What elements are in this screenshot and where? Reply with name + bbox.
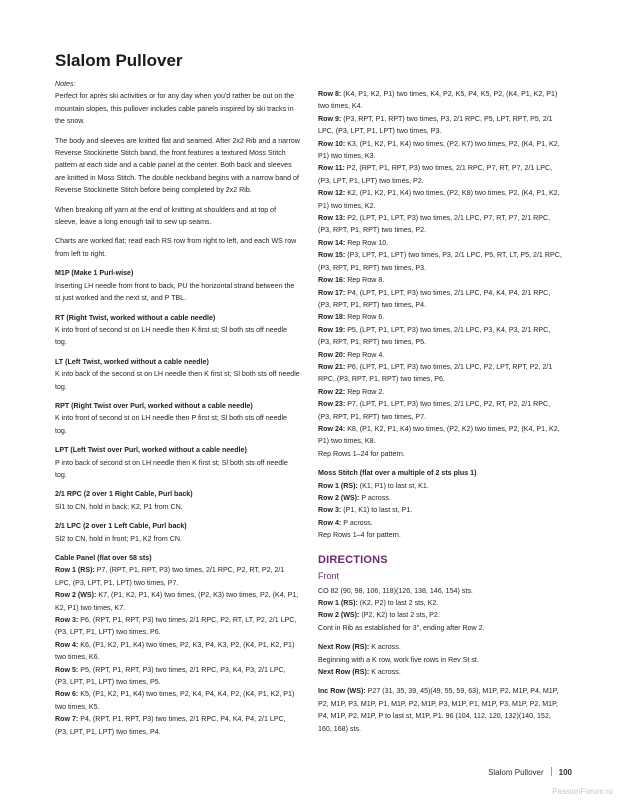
row-instruction <box>318 138 564 163</box>
row-text: Rep Row 8. <box>347 276 385 285</box>
row-text: K3, (P1, K2, P1, K4) two times, (P2, K7) two times, P2, (K4, P1, K2, P1) two times, K3. <box>318 139 560 161</box>
row-text: (P1, K1) to last st, P1. <box>343 506 413 515</box>
row-text: P across. <box>361 494 391 502</box>
moss-stitch-heading: Moss Stitch (flat over a multiple of 2 sts plus 1) <box>318 469 477 478</box>
row-label: Row 2 (WS): <box>55 591 97 600</box>
cable-panel-rows <box>55 564 300 738</box>
row-label: Row 3: <box>55 616 79 625</box>
row-instruction <box>318 237 564 249</box>
row-label: Row 9: <box>318 114 342 123</box>
moss-stitch-rows <box>318 480 564 530</box>
row-text: P27 (31, 35, 39, 45)(49, 55, 59, 63), M1P, P2, M1P, P4, M1P, P2, M1P, P3, M1P, P1, M1P, P2, M1P, P3, M1P, P1, M1P, P3, M1P, P2, M1P, P4, M1P, P2, M1P, P to last st, M1P, P1. 96 (104, 112, 120, 132)(140, 152, 160, 168) sts. <box>318 687 559 733</box>
notes-label: Notes: <box>55 80 76 88</box>
page-title: Slalom Pullover <box>55 51 183 70</box>
abbreviation-description: Sl1 to CN, hold in back; K2, P1 from CN. <box>55 502 183 511</box>
row-instruction <box>318 324 564 349</box>
row-label: Row 8: <box>318 90 342 98</box>
abbreviation-description: P into back of second st on LH needle then K first st; Sl both sts off needle tog. <box>55 458 288 479</box>
row-label: Row 4: <box>318 518 342 527</box>
row-instruction <box>318 274 564 286</box>
watermark: PassionForum.ru <box>552 787 613 796</box>
row-label: Row 2 (WS): <box>318 611 360 620</box>
row-label: Row 6: <box>55 690 79 699</box>
row-instruction <box>318 685 564 735</box>
row-text: Rep Row 6. <box>347 313 385 322</box>
abbreviation-list <box>55 267 300 545</box>
row-text: K across. <box>371 643 401 652</box>
cable-panel-rows-continued <box>318 88 564 448</box>
rev-st-text: Beginning with a K row, work five rows in Rev St st. <box>318 655 479 664</box>
row-instruction <box>318 609 564 621</box>
row-label: Next Row (RS): <box>318 643 370 652</box>
left-column <box>55 78 300 738</box>
row-instruction <box>318 398 564 423</box>
abbreviation-description: Inserting LH needle from front to back, PU the horizontal strand between the st just worked and the next st, and P TBL. <box>55 281 295 303</box>
abbreviation-term: 2/1 RPC (2 over 1 Right Cable, Purl back) <box>55 490 193 499</box>
intro-paragraph: The body and sleeves are knitted flat and seamed. After 2x2 Rib and a narrow Reverse Stockinette Stitch band, the front features a textured Moss Stitch pattern at each side and a cable panel at the center. Both back and sleeves are knitted in Moss Stitch. The double neckband begins with a narrow band of Reverse Stockinette Stitch before being completed by 2x2 Rib. <box>55 136 300 195</box>
row-label: Row 13: <box>318 214 346 223</box>
row-label: Row 15: <box>318 251 346 260</box>
row-text: P across. <box>343 518 373 527</box>
row-instruction <box>55 688 300 713</box>
row-instruction <box>318 666 564 678</box>
cable-panel-repeat: Rep Rows 1–24 for pattern. <box>318 449 405 458</box>
footer-divider <box>551 767 552 776</box>
row-label: Row 5: <box>55 665 79 674</box>
row-instruction <box>318 480 564 492</box>
row-text: P4, (LPT, P1, LPT, P3) two times, 2/1 LPC, P4, K4, P4, 2/1 RPC, (P3, RPT, P1, RPT) two times, P4. <box>318 288 551 309</box>
row-text: P5, (RPT, P1, RPT, P3) two times, 2/1 RPC, P3, K4, P3, 2/1 LPC, (P3, LPT, P1, LPT) two times, P5. <box>55 665 286 687</box>
row-label: Row 16: <box>318 276 346 285</box>
cast-on-text: CO 82 (90, 98, 106, 118)(126, 138, 146, 154) sts. <box>318 586 473 595</box>
row-text: K8, (P1, K2, P1, K4) two times, (P2, K2) two times, P2, (K4, P1, K2, P1) two times, K8. <box>318 424 560 446</box>
abbreviation-term: RT (Right Twist, worked without a cable needle) <box>55 313 216 322</box>
row-label: Row 21: <box>318 362 346 371</box>
cable-panel-heading: Cable Panel (flat over 58 sts) <box>55 554 152 562</box>
row-label: Row 22: <box>318 387 346 396</box>
row-instruction <box>55 664 300 689</box>
row-instruction <box>318 187 564 212</box>
row-instruction <box>318 361 564 386</box>
footer-title: Slalom Pullover <box>488 768 544 777</box>
row-label: Row 18: <box>318 313 346 322</box>
row-text: (P3, LPT, P1, LPT) two times, P3, 2/1 LPC, P5, RT, LT, P5, 2/1 RPC, (P3, RPT, P1, RPT) two times, P3. <box>318 251 562 272</box>
row-label: Row 1 (RS): <box>318 599 358 608</box>
row-label: Row 17: <box>318 288 346 297</box>
row-instruction <box>318 287 564 312</box>
row-text: K2, (P1, K2, P1, K4) two times, (P2, K8) two times, P2, (K4, P1, K2, P1) two times, K2. <box>318 189 560 210</box>
intro-paragraph: Perfect for après ski activities or for any day when you'd rather be out on the mountain slopes, this pullover includes cable panels inspired by ski tracks in the snow. <box>55 92 295 126</box>
row-instruction <box>318 517 564 529</box>
row-instruction <box>318 492 564 504</box>
row-text: P4, (RPT, P1, RPT, P3) two times, 2/1 RPC, P4, K4, P4, 2/1 LPC, (P3, LPT, P1, LPT) two times, P4. <box>55 715 286 736</box>
row-instruction <box>318 504 564 516</box>
row-instruction <box>318 311 564 323</box>
row-text: P2, (RPT, P1, RPT, P3) two times, 2/1 RPC, P7, RT, P7, 2/1 LPC, (P3, LPT, P1, LPT) two times, P2. <box>318 164 553 185</box>
row-label: Row 23: <box>318 400 346 409</box>
abbreviation-description: K into back of the second st on LH needle then K first st; Sl both sts off needle tog. <box>55 370 300 391</box>
row-label: Row 2 (WS): <box>318 494 360 502</box>
row-text: Rep Row 10. <box>347 238 389 247</box>
moss-stitch-repeat: Rep Rows 1–4 for pattern. <box>318 531 401 540</box>
row-instruction <box>55 713 300 738</box>
row-label: Row 1 (RS): <box>55 566 95 575</box>
row-text: P7, (RPT, P1, RPT, P3) two times, 2/1 RPC, P2, RT, P2, 2/1 LPC, (P3, LPT, P1, LPT) two times, P7. <box>55 566 285 587</box>
row-label: Row 24: <box>318 424 346 433</box>
rib-continue-text: Cont in Rib as established for 3", ending after Row 2. <box>318 623 485 632</box>
abbreviation-description: K into front of second st on LH needle then P first st; Sl both sts off needle tog. <box>55 414 288 435</box>
row-text: K across. <box>371 668 401 677</box>
page-footer <box>488 767 572 779</box>
row-label: Row 12: <box>318 189 346 198</box>
row-instruction <box>318 349 564 361</box>
abbreviation-term: 2/1 LPC (2 over 1 Left Cable, Purl back) <box>55 522 187 531</box>
row-text: (K4, P1, K2, P1) two times, K4, P2, K5, P4, K5, P2, (K4, P1, K2, P1) two times, K4. <box>318 90 558 111</box>
abbreviation-term: LPT (Left Twist over Purl, worked without a cable needle) <box>55 446 247 455</box>
row-text: P6, (RPT, P1, RPT, P3) two times, 2/1 RPC, P2, RT, LT, P2, 2/1 LPC, (P3, LPT, P1, LPT) two times, P6. <box>55 616 297 637</box>
row-text: (P2, K2) to last 2 sts, P2. <box>361 611 440 620</box>
row-label: Row 10: <box>318 139 346 148</box>
row-text: P6, (LPT, P1, LPT, P3) two times, 2/1 LPC, P2, LPT, RPT, P2, 2/1 RPC, (P3, RPT, P1, RPT) two times, P6. <box>318 362 553 384</box>
row-label: Row 20: <box>318 350 346 359</box>
row-instruction <box>318 113 564 138</box>
row-instruction <box>55 614 300 639</box>
row-label: Row 4: <box>55 640 79 649</box>
abbreviation-term: LT (Left Twist, worked without a cable needle) <box>55 357 209 366</box>
row-label: Row 1 (RS): <box>318 481 358 490</box>
row-text: K7, (P1, K2, P1, K4) two times, (P2, K3) two times, P2, (K4, P1, K2, P1) two times, K7. <box>55 591 299 612</box>
row-label: Row 14: <box>318 238 346 247</box>
row-instruction <box>318 212 564 237</box>
row-label: Row 7: <box>55 715 79 724</box>
row-text: K5, (P1, K2, P1, K4) two times, P2, K4, P4, K4, P2, (K4, P1, K2, P1) two times, K5. <box>55 690 295 711</box>
row-text: (K1, P1) to last st, K1. <box>359 481 429 490</box>
row-text: P7, (LPT, P1, LPT, P3) two times, 2/1 LPC, P2, RT, P2, 2/1 RPC, (P3, RPT, P1, RPT) two times, P7. <box>318 400 551 421</box>
row-text: K6, (P1, K2, P1, K4) two times, P2, K3, P4, K3, P2, (K4, P1, K2, P1) two times, K6. <box>55 640 295 662</box>
row-text: P5, (LPT, P1, LPT, P3) two times, 2/1 LPC, P3, K4, P3, 2/1 RPC, (P3, RPT, P1, RPT) two times, P5. <box>318 325 551 347</box>
right-column <box>318 88 564 735</box>
row-instruction <box>318 641 564 653</box>
abbreviation-description: K into front of second st on LH needle then K first st; Sl both sts off needle tog. <box>55 325 288 347</box>
row-label: Next Row (RS): <box>318 668 370 677</box>
row-text: P2, (LPT, P1, LPT, P3) two times, 2/1 LPC, P7, RT, P7, 2/1 RPC, (P3, RPT, P1, RPT) two times, P2. <box>318 214 551 235</box>
row-label: Row 19: <box>318 325 346 334</box>
row-instruction <box>318 386 564 398</box>
row-instruction <box>318 423 564 448</box>
row-instruction <box>318 597 564 609</box>
abbreviation-term: RPT (Right Twist over Purl, worked without a cable needle) <box>55 401 253 410</box>
row-text: (P3, RPT, P1, RPT) two times, P3, 2/1 RPC, P5, LPT, RPT, P5, 2/1 LPC, (P3, LPT, P1, LPT) two times, P3. <box>318 114 553 136</box>
row-label: Row 11: <box>318 164 345 173</box>
row-instruction <box>55 639 300 664</box>
row-instruction <box>318 88 564 113</box>
row-text: Rep Row 2. <box>347 387 385 396</box>
row-text: Rep Row 4. <box>347 350 385 359</box>
row-instruction <box>55 589 300 614</box>
row-label: Inc Row (WS): <box>318 687 366 696</box>
intro-paragraph: Charts are worked flat; read each RS row from right to left, and each WS row from left to right. <box>55 237 297 258</box>
page-number: 100 <box>558 768 572 777</box>
row-instruction <box>55 564 300 589</box>
abbreviation-term: M1P (Make 1 Purl-wise) <box>55 269 134 278</box>
front-subheading: Front <box>318 570 340 581</box>
row-label: Row 3: <box>318 506 342 515</box>
intro-paragraph: When breaking off yarn at the end of knitting at shoulders and at top of sleeve, leave a long enough tail to sew up seams. <box>55 205 277 227</box>
row-instruction <box>318 249 564 274</box>
row-instruction <box>318 162 564 187</box>
abbreviation-description: Sl2 to CN, hold in front; P1, K2 from CN. <box>55 534 182 543</box>
directions-heading: DIRECTIONS <box>318 553 388 566</box>
row-text: (K2, P2) to last 2 sts, K2. <box>359 599 439 608</box>
